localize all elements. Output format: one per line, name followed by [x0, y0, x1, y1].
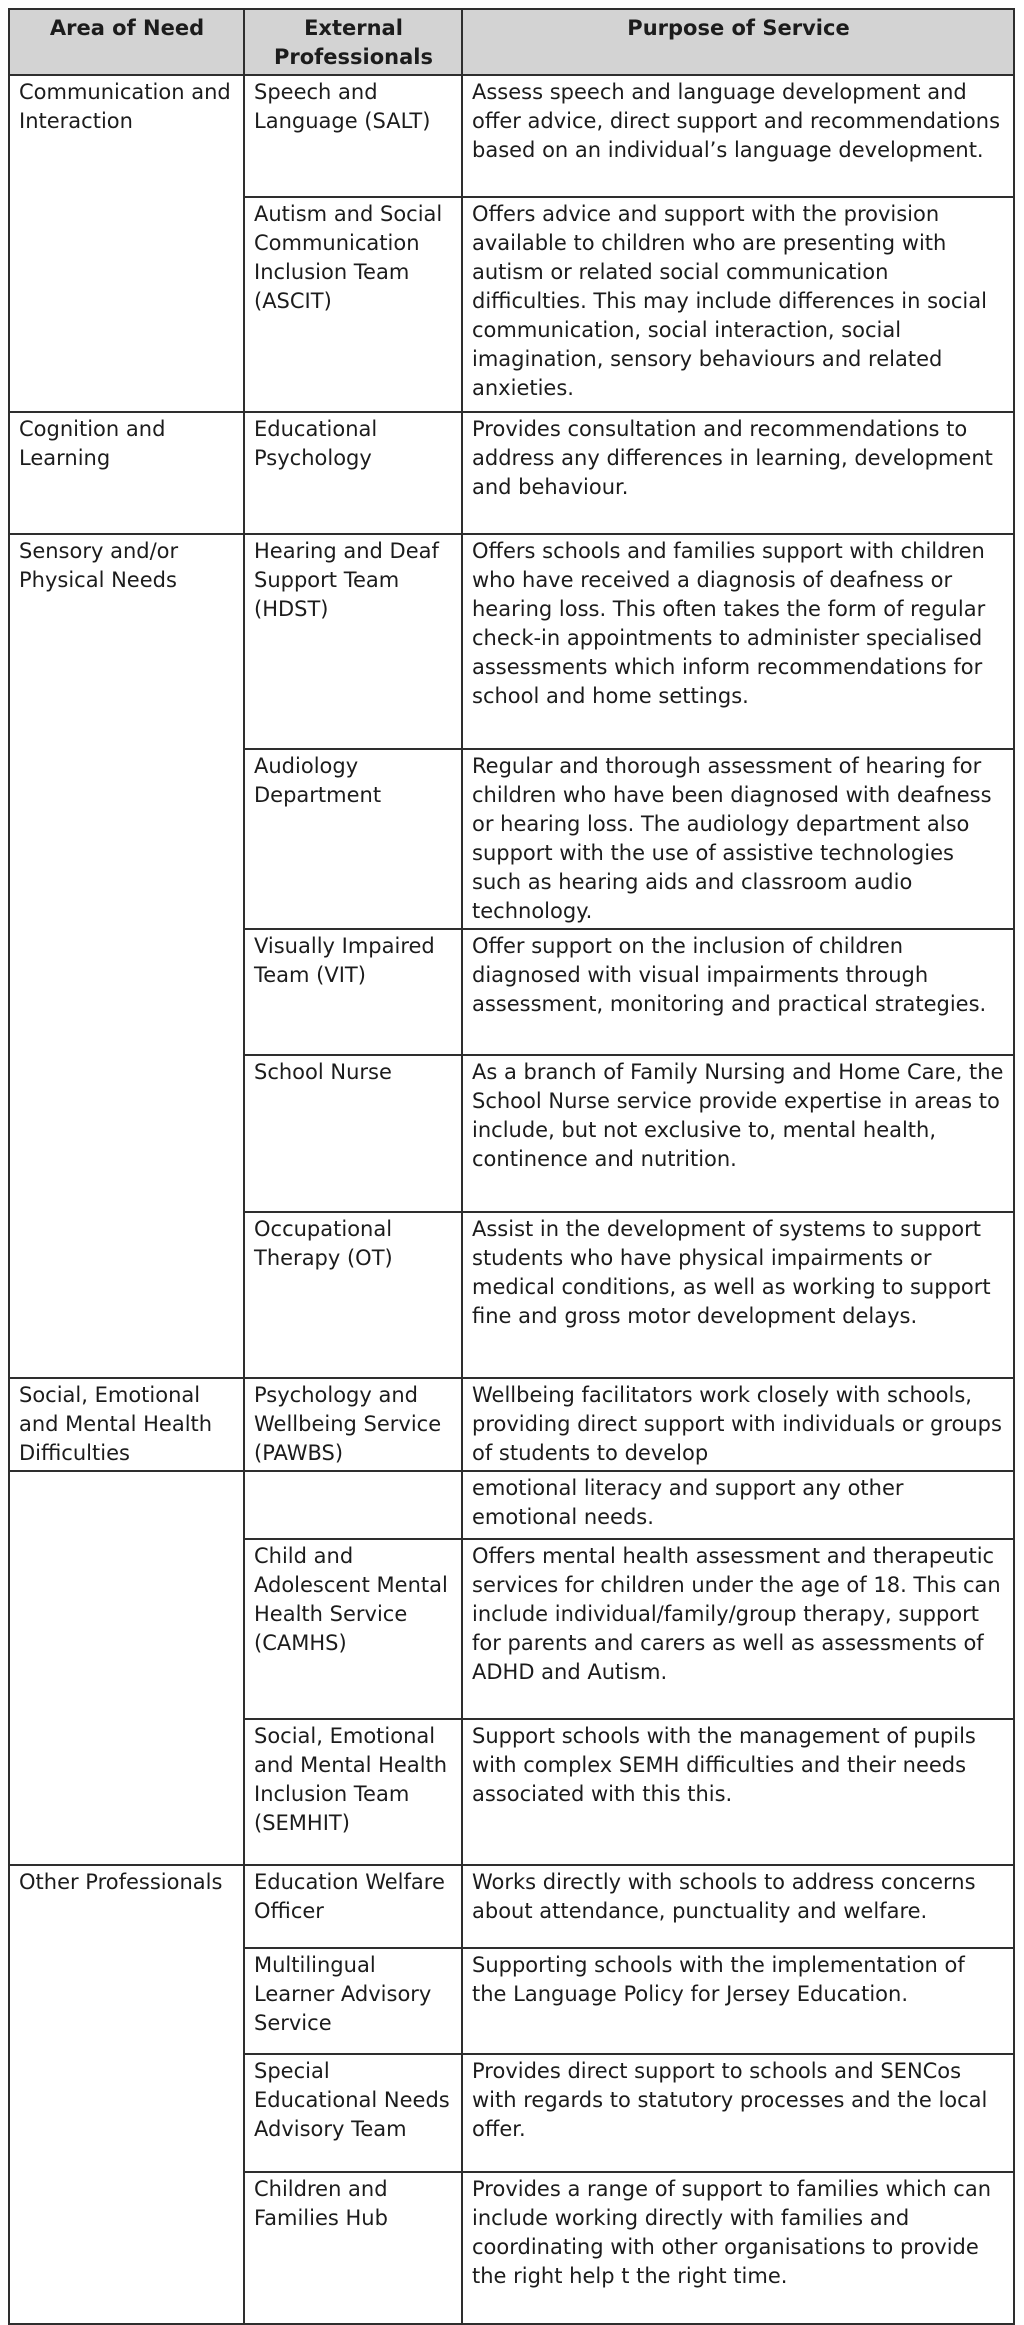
cell-purpose-camhs: Offers mental health assessment and therapeutic services for children under the age of 18. This can include individual/family/group therapy, support for parents and carers as well as assessments of ADHD and Autism.: [462, 1539, 1014, 1719]
cell-purpose-salt: Assess speech and language development and offer advice, direct support and recommendations based on an individual’s language development.: [462, 75, 1014, 197]
cell-purpose-semhit: Support schools with the management of pupils with complex SEMH difficulties and their needs associated with this this.: [462, 1719, 1014, 1865]
cell-area-semh-continued-empty: [9, 1471, 244, 1865]
cell-professional-children-families-hub: Children and Families Hub: [244, 2172, 462, 2324]
cell-professional-school-nurse: School Nurse: [244, 1055, 462, 1212]
cell-professional-hdst: Hearing and Deaf Support Team (HDST): [244, 534, 462, 749]
cell-professional-camhs: Child and Adolescent Mental Health Service (CAMHS): [244, 1539, 462, 1719]
external-professionals-table: [8, 8, 1015, 2325]
cell-area-cognition-learning: Cognition and Learning: [9, 412, 244, 534]
cell-professional-vit: Visually Impaired Team (VIT): [244, 929, 462, 1055]
header-purpose-of-service: Purpose of Service: [462, 9, 1014, 75]
cell-purpose-vit: Offer support on the inclusion of children diagnosed with visual impairments through assessment, monitoring and practical strategies.: [462, 929, 1014, 1055]
cell-professional-multilingual-learner: Multilingual Learner Advisory Service: [244, 1948, 462, 2054]
cell-professional-ascit: Autism and Social Communication Inclusion Team (ASCIT): [244, 197, 462, 412]
cell-purpose-education-welfare-officer: Works directly with schools to address concerns about attendance, punctuality and welfare.: [462, 1865, 1014, 1948]
cell-purpose-sen-advisory-team: Provides direct support to schools and SENCos with regards to statutory processes and the local offer.: [462, 2054, 1014, 2172]
cell-purpose-occupational-therapy: Assist in the development of systems to support students who have physical impairments or medical conditions, as well as working to support fine and gross motor development delays.: [462, 1212, 1014, 1378]
table-row-educational-psychology: [9, 412, 1014, 534]
cell-area-other-professionals: Other Professionals: [9, 1865, 244, 2324]
cell-professional-occupational-therapy: Occupational Therapy (OT): [244, 1212, 462, 1378]
table-row-pawbs-continuation: [9, 1471, 1014, 1539]
cell-professional-audiology: Audiology Department: [244, 749, 462, 929]
cell-purpose-children-families-hub: Provides a range of support to families which can include working directly with families and coordinating with other organisations to provide the right help t the right time.: [462, 2172, 1014, 2324]
cell-purpose-audiology: Regular and thorough assessment of hearing for children who have been diagnosed with deafness or hearing loss. The audiology department also support with the use of assistive technologies such as hearing aids and classroom audio technology.: [462, 749, 1014, 929]
table-row-education-welfare-officer: [9, 1865, 1014, 1948]
cell-professional-semhit: Social, Emotional and Mental Health Inclusion Team (SEMHIT): [244, 1719, 462, 1865]
cell-area-semh-difficulties: Social, Emotional and Mental Health Difficulties: [9, 1378, 244, 1471]
cell-professional-pawbs: Psychology and Wellbeing Service (PAWBS): [244, 1378, 462, 1471]
cell-professional-sen-advisory-team: Special Educational Needs Advisory Team: [244, 2054, 462, 2172]
cell-professional-empty: [244, 1471, 462, 1539]
table-header-row: [9, 9, 1014, 75]
cell-purpose-pawbs-part2: emotional literacy and support any other emotional needs.: [462, 1471, 1014, 1539]
cell-area-sensory-physical: Sensory and/or Physical Needs: [9, 534, 244, 1378]
cell-purpose-school-nurse: As a branch of Family Nursing and Home Care, the School Nurse service provide expertise in areas to include, but not exclusive to, mental health, continence and nutrition.: [462, 1055, 1014, 1212]
header-area-of-need: Area of Need: [9, 9, 244, 75]
cell-purpose-pawbs-part1: Wellbeing facilitators work closely with schools, providing direct support with individuals or groups of students to develop: [462, 1378, 1014, 1471]
table-row-salt: [9, 75, 1014, 197]
header-external-professionals: External Professionals: [244, 9, 462, 75]
cell-professional-education-welfare-officer: Education Welfare Officer: [244, 1865, 462, 1948]
cell-professional-educational-psychology: Educational Psychology: [244, 412, 462, 534]
cell-area-communication-interaction: Communication and Interaction: [9, 75, 244, 412]
cell-purpose-ascit: Offers advice and support with the provision available to children who are presenting with autism or related social communication difficulties. This may include differences in social communication, social interaction, social imagination, sensory behaviours and related anxieties.: [462, 197, 1014, 412]
cell-professional-salt: Speech and Language (SALT): [244, 75, 462, 197]
table-row-pawbs: [9, 1378, 1014, 1471]
cell-purpose-hdst: Offers schools and families support with children who have received a diagnosis of deafness or hearing loss. This often takes the form of regular check-in appointments to administer specialised assessments which inform recommendations for school and home settings.: [462, 534, 1014, 749]
cell-purpose-educational-psychology: Provides consultation and recommendations to address any differences in learning, development and behaviour.: [462, 412, 1014, 534]
table-row-hdst: [9, 534, 1014, 749]
cell-purpose-multilingual-learner: Supporting schools with the implementation of the Language Policy for Jersey Education.: [462, 1948, 1014, 2054]
